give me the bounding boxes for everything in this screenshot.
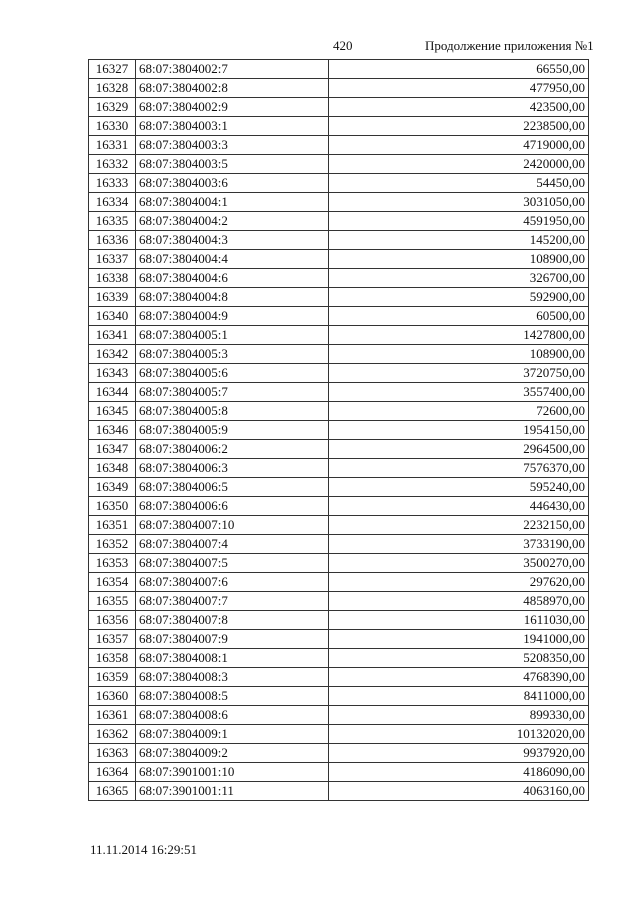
row-value: 10132020,00 xyxy=(329,725,589,744)
table-row xyxy=(89,288,589,307)
table-row xyxy=(89,573,589,592)
row-number: 16340 xyxy=(89,307,136,326)
row-number: 16364 xyxy=(89,763,136,782)
table-row xyxy=(89,440,589,459)
row-number: 16330 xyxy=(89,117,136,136)
row-value: 60500,00 xyxy=(329,307,589,326)
table-row xyxy=(89,649,589,668)
row-value: 446430,00 xyxy=(329,497,589,516)
row-number: 16341 xyxy=(89,326,136,345)
row-number: 16362 xyxy=(89,725,136,744)
row-value: 297620,00 xyxy=(329,573,589,592)
cadastral-number: 68:07:3804009:1 xyxy=(136,725,329,744)
row-number: 16354 xyxy=(89,573,136,592)
cadastral-number: 68:07:3804006:6 xyxy=(136,497,329,516)
row-number: 16336 xyxy=(89,231,136,250)
table-row xyxy=(89,763,589,782)
row-value: 108900,00 xyxy=(329,250,589,269)
row-value: 4719000,00 xyxy=(329,136,589,155)
table-row xyxy=(89,383,589,402)
row-value: 4591950,00 xyxy=(329,212,589,231)
row-value: 1954150,00 xyxy=(329,421,589,440)
cadastral-number: 68:07:3804005:3 xyxy=(136,345,329,364)
row-number: 16355 xyxy=(89,592,136,611)
row-value: 8411000,00 xyxy=(329,687,589,706)
page-caption: Продолжение приложения №1 xyxy=(425,38,594,53)
table-row xyxy=(89,174,589,193)
table-row xyxy=(89,307,589,326)
table-row xyxy=(89,79,589,98)
cadastral-number: 68:07:3804004:1 xyxy=(136,193,329,212)
table-row xyxy=(89,98,589,117)
cadastral-number: 68:07:3804002:9 xyxy=(136,98,329,117)
row-number: 16339 xyxy=(89,288,136,307)
cadastral-number: 68:07:3804005:7 xyxy=(136,383,329,402)
row-value: 108900,00 xyxy=(329,345,589,364)
row-value: 3720750,00 xyxy=(329,364,589,383)
cadastral-number: 68:07:3804006:2 xyxy=(136,440,329,459)
table-row xyxy=(89,554,589,573)
row-number: 16331 xyxy=(89,136,136,155)
cadastral-number: 68:07:3804008:3 xyxy=(136,668,329,687)
row-value: 5208350,00 xyxy=(329,649,589,668)
table-row xyxy=(89,60,589,79)
row-number: 16334 xyxy=(89,193,136,212)
row-number: 16342 xyxy=(89,345,136,364)
cadastral-number: 68:07:3804007:4 xyxy=(136,535,329,554)
row-number: 16359 xyxy=(89,668,136,687)
row-value: 899330,00 xyxy=(329,706,589,725)
row-value: 3733190,00 xyxy=(329,535,589,554)
row-value: 4186090,00 xyxy=(329,763,589,782)
row-number: 16356 xyxy=(89,611,136,630)
row-number: 16363 xyxy=(89,744,136,763)
table-row xyxy=(89,611,589,630)
row-number: 16346 xyxy=(89,421,136,440)
cadastral-number: 68:07:3901001:10 xyxy=(136,763,329,782)
cadastral-number: 68:07:3804003:1 xyxy=(136,117,329,136)
cadastral-number: 68:07:3804003:6 xyxy=(136,174,329,193)
cadastral-number: 68:07:3804008:1 xyxy=(136,649,329,668)
row-number: 16333 xyxy=(89,174,136,193)
cadastral-number: 68:07:3901001:11 xyxy=(136,782,329,801)
row-value: 3031050,00 xyxy=(329,193,589,212)
row-value: 145200,00 xyxy=(329,231,589,250)
row-value: 3500270,00 xyxy=(329,554,589,573)
row-value: 7576370,00 xyxy=(329,459,589,478)
cadastral-number: 68:07:3804007:5 xyxy=(136,554,329,573)
cadastral-number: 68:07:3804007:7 xyxy=(136,592,329,611)
cadastral-number: 68:07:3804005:8 xyxy=(136,402,329,421)
row-value: 326700,00 xyxy=(329,269,589,288)
cadastral-number: 68:07:3804009:2 xyxy=(136,744,329,763)
table-row xyxy=(89,459,589,478)
table-row xyxy=(89,497,589,516)
table-row xyxy=(89,744,589,763)
table-row xyxy=(89,250,589,269)
table-row xyxy=(89,668,589,687)
cadastral-number: 68:07:3804007:10 xyxy=(136,516,329,535)
cadastral-number: 68:07:3804004:2 xyxy=(136,212,329,231)
row-number: 16353 xyxy=(89,554,136,573)
row-value: 4063160,00 xyxy=(329,782,589,801)
row-number: 16329 xyxy=(89,98,136,117)
table-row xyxy=(89,326,589,345)
row-number: 16357 xyxy=(89,630,136,649)
cadastral-number: 68:07:3804003:5 xyxy=(136,155,329,174)
table-row xyxy=(89,592,589,611)
table-body xyxy=(89,60,589,801)
table-row xyxy=(89,630,589,649)
row-value: 4858970,00 xyxy=(329,592,589,611)
row-number: 16347 xyxy=(89,440,136,459)
cadastral-number: 68:07:3804005:1 xyxy=(136,326,329,345)
row-value: 54450,00 xyxy=(329,174,589,193)
table-row xyxy=(89,535,589,554)
row-number: 16327 xyxy=(89,60,136,79)
table-row xyxy=(89,421,589,440)
row-number: 16350 xyxy=(89,497,136,516)
table-row xyxy=(89,725,589,744)
cadastral-number: 68:07:3804002:8 xyxy=(136,79,329,98)
cadastral-number: 68:07:3804005:6 xyxy=(136,364,329,383)
row-value: 2964500,00 xyxy=(329,440,589,459)
table-row xyxy=(89,269,589,288)
footer-timestamp: 11.11.2014 16:29:51 xyxy=(90,842,198,857)
table-row xyxy=(89,687,589,706)
cadastral-number: 68:07:3804004:4 xyxy=(136,250,329,269)
cadastral-number: 68:07:3804008:5 xyxy=(136,687,329,706)
table-row xyxy=(89,516,589,535)
row-number: 16332 xyxy=(89,155,136,174)
row-number: 16352 xyxy=(89,535,136,554)
row-value: 1941000,00 xyxy=(329,630,589,649)
cadastral-number: 68:07:3804007:8 xyxy=(136,611,329,630)
row-value: 595240,00 xyxy=(329,478,589,497)
row-number: 16358 xyxy=(89,649,136,668)
row-number: 16348 xyxy=(89,459,136,478)
table-row xyxy=(89,706,589,725)
row-number: 16349 xyxy=(89,478,136,497)
row-value: 66550,00 xyxy=(329,60,589,79)
table-row xyxy=(89,117,589,136)
cadastral-number: 68:07:3804004:8 xyxy=(136,288,329,307)
row-number: 16328 xyxy=(89,79,136,98)
table-row xyxy=(89,136,589,155)
row-number: 16361 xyxy=(89,706,136,725)
cadastral-number: 68:07:3804002:7 xyxy=(136,60,329,79)
row-value: 592900,00 xyxy=(329,288,589,307)
row-number: 16345 xyxy=(89,402,136,421)
row-value: 1611030,00 xyxy=(329,611,589,630)
table-row xyxy=(89,212,589,231)
table-row xyxy=(89,231,589,250)
cadastral-number: 68:07:3804007:9 xyxy=(136,630,329,649)
row-number: 16335 xyxy=(89,212,136,231)
cadastral-number: 68:07:3804006:3 xyxy=(136,459,329,478)
cadastral-number: 68:07:3804004:3 xyxy=(136,231,329,250)
cadastral-number: 68:07:3804004:6 xyxy=(136,269,329,288)
row-value: 2238500,00 xyxy=(329,117,589,136)
table-row xyxy=(89,478,589,497)
cadastral-number: 68:07:3804006:5 xyxy=(136,478,329,497)
row-value: 2232150,00 xyxy=(329,516,589,535)
row-value: 9937920,00 xyxy=(329,744,589,763)
table-row xyxy=(89,364,589,383)
cadastral-number: 68:07:3804003:3 xyxy=(136,136,329,155)
row-number: 16365 xyxy=(89,782,136,801)
table-row xyxy=(89,155,589,174)
table-row xyxy=(89,345,589,364)
row-value: 477950,00 xyxy=(329,79,589,98)
row-value: 4768390,00 xyxy=(329,668,589,687)
cadastral-number: 68:07:3804004:9 xyxy=(136,307,329,326)
row-value: 72600,00 xyxy=(329,402,589,421)
data-table xyxy=(88,59,589,801)
row-number: 16338 xyxy=(89,269,136,288)
row-number: 16344 xyxy=(89,383,136,402)
cadastral-number: 68:07:3804007:6 xyxy=(136,573,329,592)
table-row xyxy=(89,193,589,212)
row-number: 16351 xyxy=(89,516,136,535)
row-value: 2420000,00 xyxy=(329,155,589,174)
table-row xyxy=(89,782,589,801)
row-number: 16343 xyxy=(89,364,136,383)
row-value: 423500,00 xyxy=(329,98,589,117)
row-number: 16360 xyxy=(89,687,136,706)
page-number: 420 xyxy=(333,38,353,53)
row-number: 16337 xyxy=(89,250,136,269)
table-row xyxy=(89,402,589,421)
row-value: 3557400,00 xyxy=(329,383,589,402)
row-value: 1427800,00 xyxy=(329,326,589,345)
cadastral-number: 68:07:3804008:6 xyxy=(136,706,329,725)
cadastral-number: 68:07:3804005:9 xyxy=(136,421,329,440)
